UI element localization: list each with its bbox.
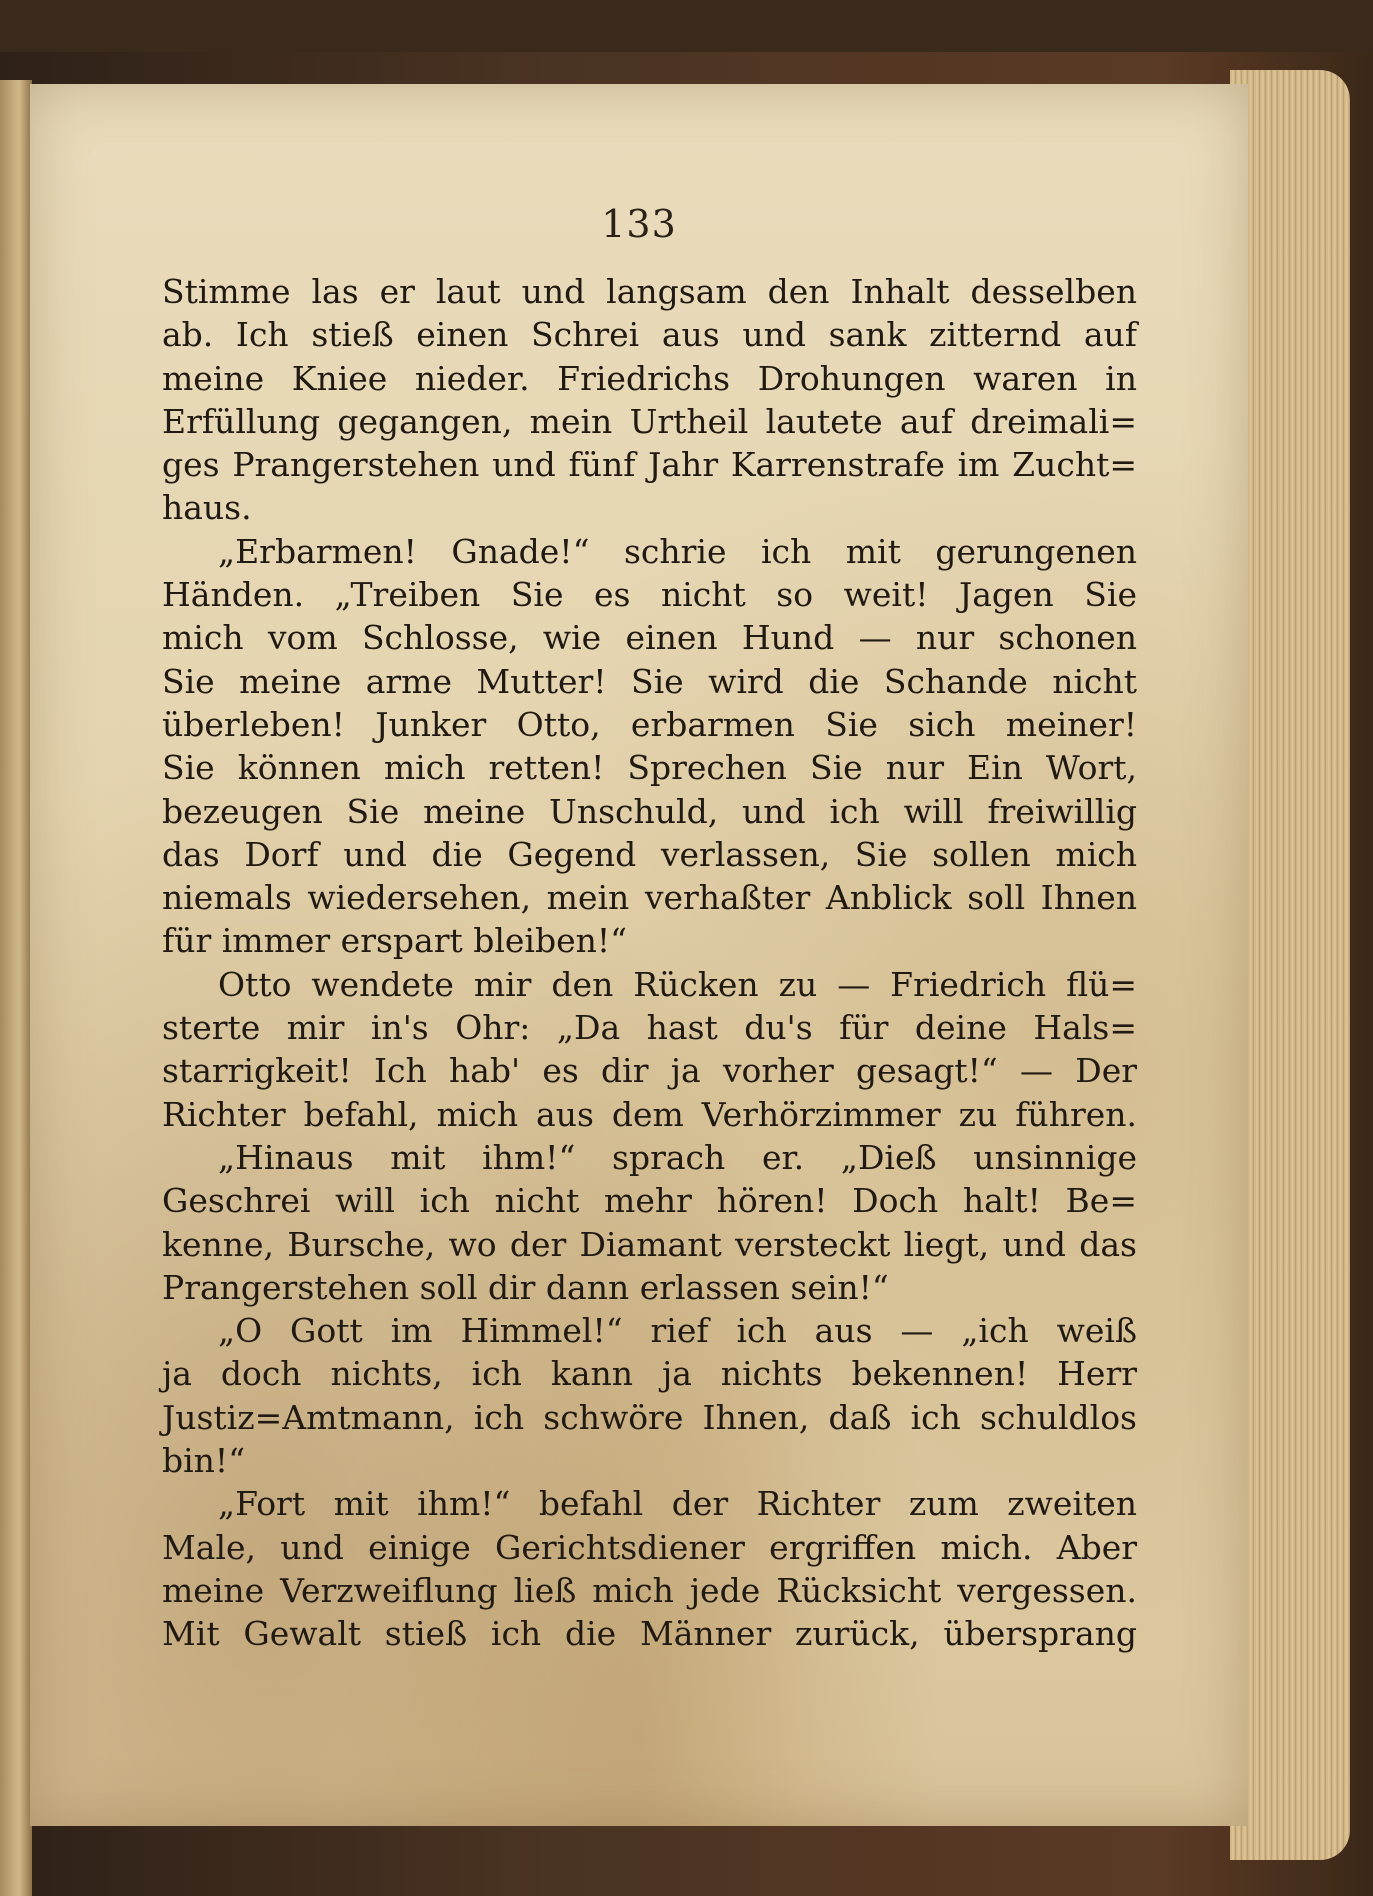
text-line: Sie können mich retten! Sprechen Sie nur Ein Wort,: [162, 748, 1137, 788]
text-line: Erfüllung gegangen, mein Urtheil lautete auf dreimali=: [162, 401, 1137, 441]
text-line: sterte mir in's Ohr: „Da hast du's für deine Hals=: [162, 1008, 1137, 1048]
text-line: Geschrei will ich nicht mehr hören! Doch halt! Be=: [162, 1181, 1137, 1221]
text-line: ja doch nichts, ich kann ja nichts bekennen! Herr: [162, 1354, 1137, 1394]
text-line: bezeugen Sie meine Unschuld, und ich will freiwillig: [162, 791, 1137, 831]
text-line: haus.: [162, 488, 252, 528]
text-line: mich vom Schlosse, wie einen Hund — nur schonen: [162, 618, 1137, 658]
text-line: ges Prangerstehen und fünf Jahr Karrenstrafe im Zucht=: [162, 445, 1137, 485]
text-line: Justiz=Amtmann, ich schwöre Ihnen, daß ich schuldlos: [162, 1397, 1137, 1437]
text-line: „Hinaus mit ihm!“ sprach er. „Dieß unsinnige: [218, 1137, 1137, 1177]
book-page: [30, 84, 1248, 1826]
text-line: Otto wendete mir den Rücken zu — Friedrich flü=: [218, 964, 1137, 1004]
text-line: Mit Gewalt stieß ich die Männer zurück, übersprang: [162, 1614, 1137, 1654]
text-line: Richter befahl, mich aus dem Verhörzimmer zu führen.: [162, 1094, 1137, 1134]
text-line: bin!“: [162, 1441, 246, 1481]
text-line: meine Kniee nieder. Friedrichs Drohungen waren in: [162, 358, 1137, 398]
text-line: kenne, Bursche, wo der Diamant versteckt liegt, und das: [162, 1224, 1137, 1264]
text-line: ab. Ich stieß einen Schrei aus und sank zitternd auf: [162, 315, 1137, 355]
text-line: überleben! Junker Otto, erbarmen Sie sich meiner!: [162, 704, 1137, 744]
text-line: „Erbarmen! Gnade!“ schrie ich mit gerungenen: [218, 531, 1137, 571]
page-number: 133: [601, 202, 677, 246]
text-line: das Dorf und die Gegend verlassen, Sie sollen mich: [162, 834, 1137, 874]
text-line: Prangerstehen soll dir dann erlassen sein!“: [162, 1267, 889, 1307]
text-line: für immer erspart bleiben!“: [162, 921, 628, 961]
page-stack-edge: [1230, 70, 1350, 1860]
text-line: Sie meine arme Mutter! Sie wird die Schande nicht: [162, 661, 1137, 701]
text-line: meine Verzweiflung ließ mich jede Rücksicht vergessen.: [162, 1570, 1137, 1610]
text-line: „Fort mit ihm!“ befahl der Richter zum zweiten: [218, 1484, 1137, 1524]
text-line: Händen. „Treiben Sie es nicht so weit! Jagen Sie: [162, 575, 1137, 615]
text-line: starrigkeit! Ich hab' es dir ja vorher gesagt!“ — Der: [162, 1051, 1137, 1091]
text-line: Male, und einige Gerichtsdiener ergriffen mich. Aber: [162, 1527, 1137, 1567]
body-text: [162, 270, 1137, 1656]
left-page-edge: [0, 80, 32, 1896]
text-line: niemals wiedersehen, mein verhaßter Anblick soll Ihnen: [162, 878, 1137, 918]
text-line: Stimme las er laut und langsam den Inhalt desselben: [162, 272, 1137, 311]
text-line: „O Gott im Himmel!“ rief ich aus — „ich weiß: [218, 1311, 1137, 1351]
